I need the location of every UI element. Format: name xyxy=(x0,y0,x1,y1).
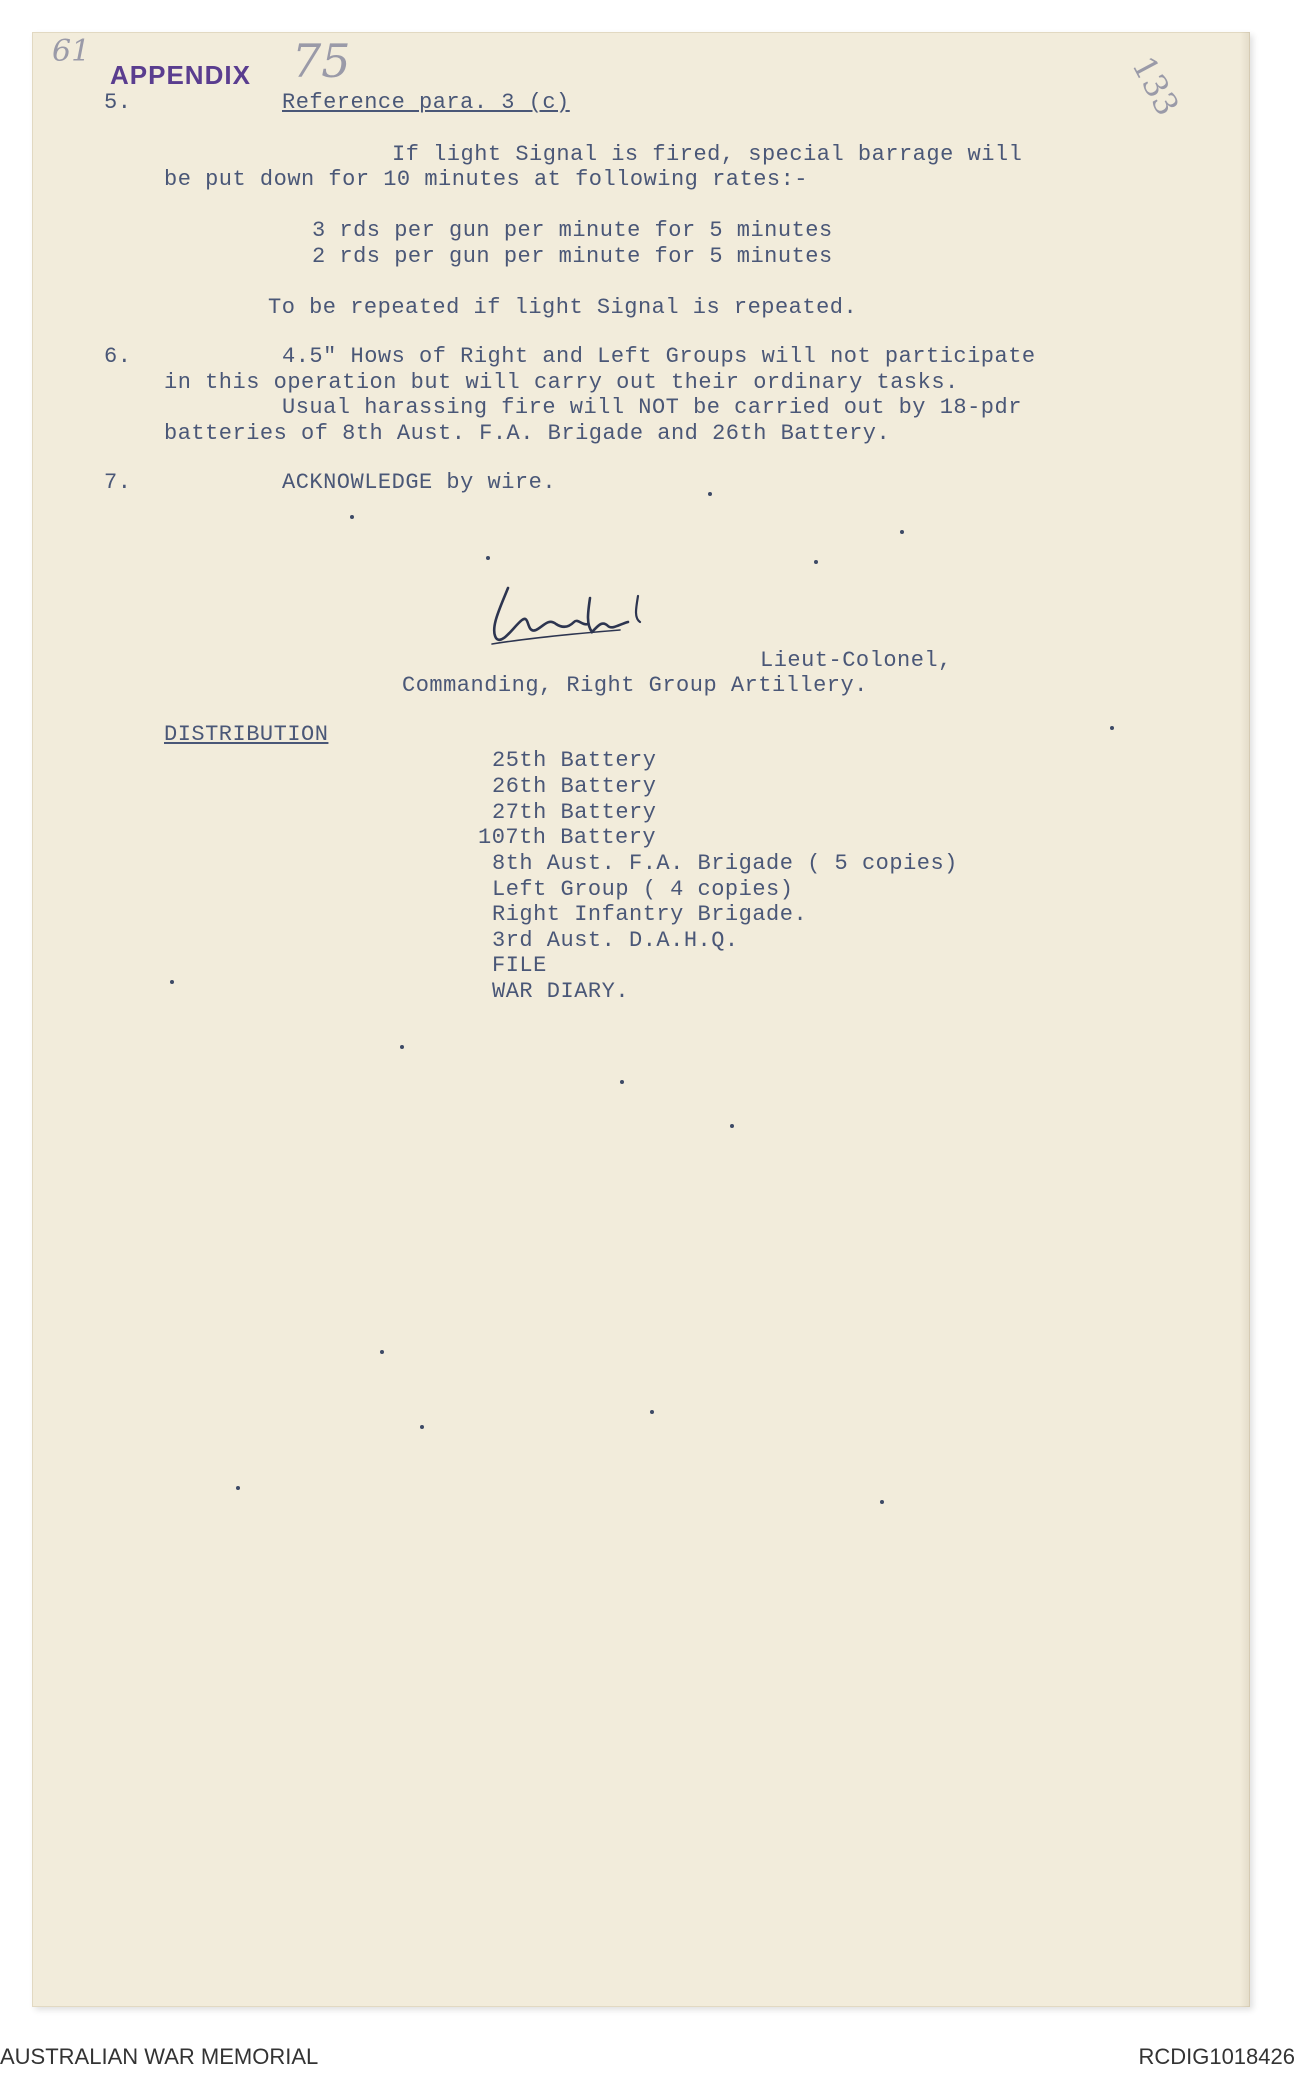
ink-speck xyxy=(236,1486,240,1490)
signature-title: Commanding, Right Group Artillery. xyxy=(402,673,868,698)
handwritten-signature xyxy=(470,568,680,658)
ink-speck xyxy=(814,560,818,564)
ink-speck xyxy=(486,556,490,560)
pencil-appendix-number: 75 xyxy=(292,34,351,88)
folio-number: 133 xyxy=(1124,50,1187,122)
para5-line2: be put down for 10 minutes at following rates:- xyxy=(164,167,809,192)
ink-speck xyxy=(900,530,904,534)
para5-line1: If light Signal is fired, special barrage will xyxy=(392,142,1023,167)
ink-speck xyxy=(880,1500,884,1504)
ink-speck xyxy=(1110,726,1114,730)
para6-line2: in this operation but will carry out their ordinary tasks. xyxy=(164,370,959,395)
para6-line1: 4.5" Hows of Right and Left Groups will not participate xyxy=(282,344,1036,369)
para7-number: 7. xyxy=(104,470,132,495)
ink-speck xyxy=(730,1124,734,1128)
ink-speck xyxy=(350,515,354,519)
appendix-stamp: APPENDIX xyxy=(110,60,251,90)
para6-line3: Usual harassing fire will NOT be carried out by 18-pdr xyxy=(282,395,1022,420)
distribution-item: 8th Aust. F.A. Brigade ( 5 copies) xyxy=(492,851,958,876)
distribution-item: 25th Battery xyxy=(492,748,657,773)
para5-rate1: 3 rds per gun per minute for 5 minutes xyxy=(312,218,833,243)
ink-speck xyxy=(708,492,712,496)
distribution-heading: DISTRIBUTION xyxy=(164,722,329,747)
ink-speck xyxy=(400,1045,404,1049)
signature-rank: Lieut-Colonel, xyxy=(760,648,952,673)
para5-number: 5. xyxy=(104,90,132,115)
distribution-item: FILE xyxy=(492,953,547,978)
ink-speck xyxy=(620,1080,624,1084)
para5-heading: Reference para. 3 (c) xyxy=(282,90,570,115)
distribution-item: 107th Battery xyxy=(478,825,657,850)
ink-speck xyxy=(380,1350,384,1354)
pencil-folio-left: 61 xyxy=(52,34,91,69)
ink-speck xyxy=(170,980,174,984)
ink-speck xyxy=(650,1410,654,1414)
para7-text: ACKNOWLEDGE by wire. xyxy=(282,470,557,495)
footer-archive-name: AUSTRALIAN WAR MEMORIAL xyxy=(0,2044,319,2069)
para5-repeat: To be repeated if light Signal is repeated. xyxy=(268,295,858,320)
distribution-item: Right Infantry Brigade. xyxy=(492,902,808,927)
distribution-item: 26th Battery xyxy=(492,774,657,799)
document-page xyxy=(32,32,1250,2007)
para6-line4: batteries of 8th Aust. F.A. Brigade and 26th Battery. xyxy=(164,421,891,446)
distribution-item: WAR DIARY. xyxy=(492,979,630,1004)
page-edge-shadow xyxy=(1240,32,1250,2007)
distribution-item: 3rd Aust. D.A.H.Q. xyxy=(492,928,739,953)
footer-image-id: RCDIG1018426 xyxy=(1138,2044,1295,2069)
ink-speck xyxy=(420,1425,424,1429)
para6-number: 6. xyxy=(104,344,132,369)
distribution-item: Left Group ( 4 copies) xyxy=(492,877,794,902)
distribution-item: 27th Battery xyxy=(492,800,657,825)
para5-rate2: 2 rds per gun per minute for 5 minutes xyxy=(312,244,833,269)
